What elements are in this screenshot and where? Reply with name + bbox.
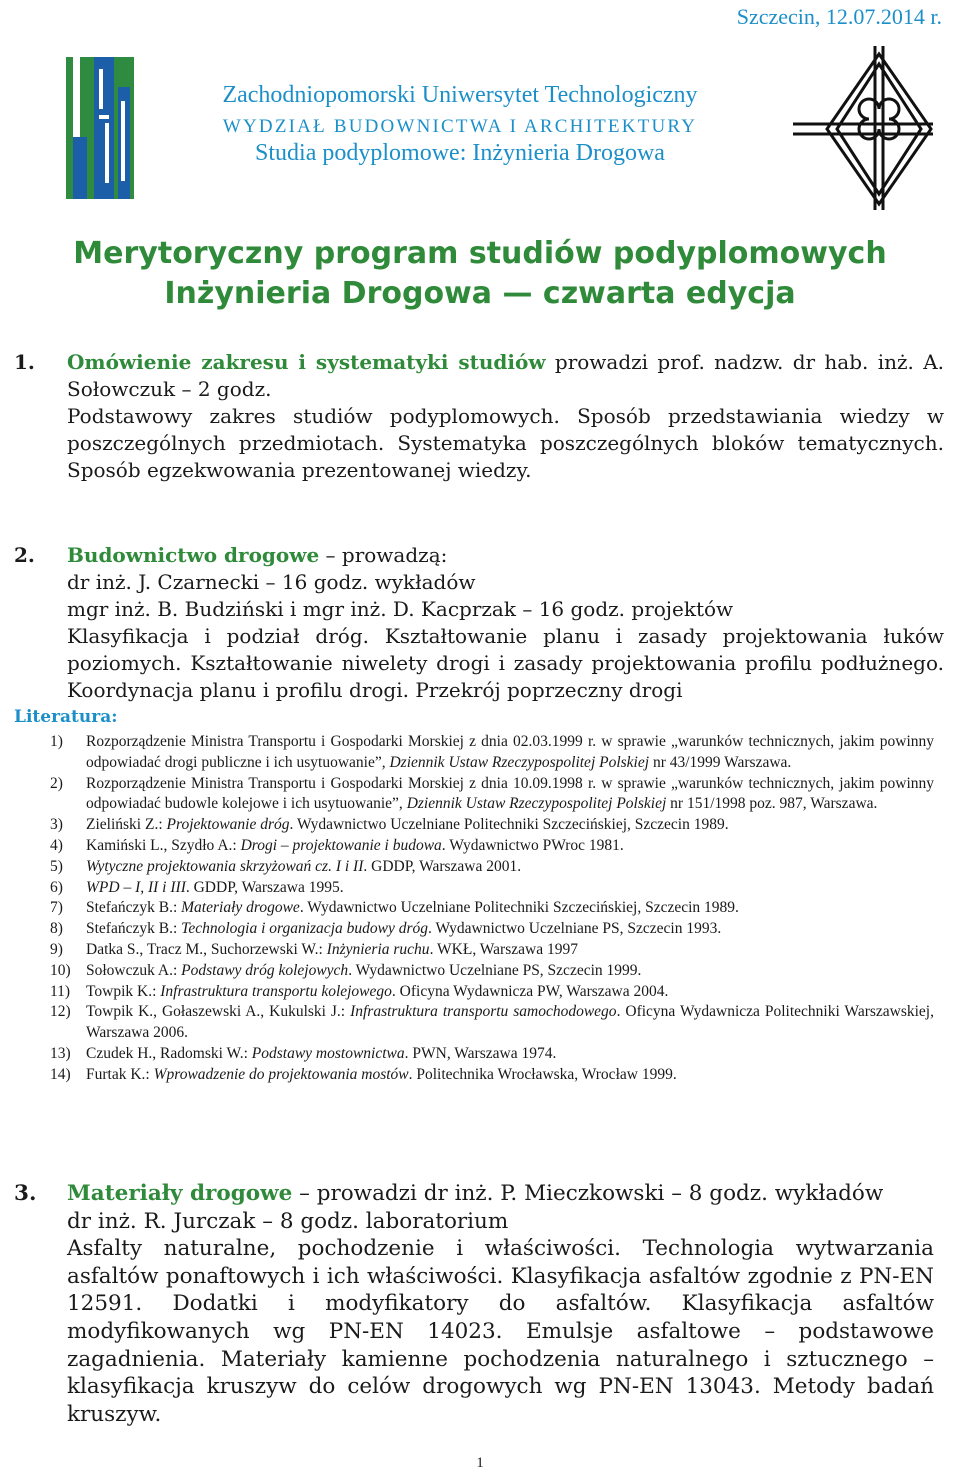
section-number: 1. (14, 350, 35, 374)
reference-title: WPD – I, II i III (86, 878, 186, 896)
reference-title: Podstawy dróg kolejowych (181, 961, 349, 979)
reference-title: Dziennik Ustaw Rzeczypospolitej Polskiej (406, 795, 667, 813)
reference-number: 11) (50, 982, 71, 1000)
reference-title: Infrastruktura transportu kolejowego (160, 982, 392, 1000)
reference-number: 2) (50, 774, 63, 792)
section-text: Asfalty naturalne, pochodzenie i właściwości. Technologia wytwarzania asfaltów ponaftowych i ich właściwości. Klasyfikacja asfaltów zgodnie z PN-EN 12591. Dodatki i modyfikatory do asfaltów. Klasyfikacja asfaltów modyfikowanych wg PN-EN 14023. Emulsje asfaltowe – podstawowe zagadnienia. Materiały kamienne pochodzenia naturalnego i sztucznego – klasyfikacja kruszyw do celów drogowych wg PN-EN 13043. Metody badań kruszyw. (67, 1236, 934, 1427)
document-title: Merytoryczny program studiów podyplomowych (73, 236, 887, 271)
section-text: Podstawowy zakres studiów podyplomowych. Sposób przedstawiania wiedzy w poszczególnych przedmiotach. Systematyka poszczególnych bloków tematycznych. Sposób egzekwowania prezentowanej wiedzy. (67, 404, 944, 482)
reference-item (50, 919, 934, 940)
reference-text: Towpik K.: (86, 982, 161, 1000)
reference-title: Wprowadzenie do projektowania mostów (153, 1065, 409, 1083)
reference-title: Infrastruktura transportu samochodowego (350, 1003, 617, 1021)
section-2 (14, 542, 944, 704)
reference-title: Podstawy mostownictwa (251, 1044, 405, 1062)
reference-text: Czudek H., Radomski W.: (86, 1044, 252, 1062)
reference-text: . WKŁ, Warszawa 1997 (429, 940, 578, 958)
reference-item (50, 961, 934, 982)
reference-list (50, 732, 934, 1086)
reference-text: . GDDP, Warszawa 1995. (185, 878, 344, 896)
section-heading: Budownictwo drogowe (67, 543, 320, 567)
reference-text: Stefańczyk B.: (86, 920, 182, 938)
reference-item (50, 878, 934, 899)
road-interchange-logo (793, 44, 933, 212)
reference-title: Dziennik Ustaw Rzeczypospolitej Polskiej (389, 753, 650, 771)
reference-title: Wytyczne projektowania skrzyżowań cz. I i II (86, 857, 364, 875)
reference-number: 7) (50, 899, 63, 917)
reference-text: Zieliński Z.: (86, 816, 167, 834)
reference-number: 3) (50, 816, 63, 834)
section-lead: – prowadzi dr inż. P. Mieczkowski – 8 godz. wykładów (292, 1181, 884, 1206)
lecturer-line: mgr inż. B. Budziński i mgr inż. D. Kacprzak – 16 godz. projektów (67, 597, 734, 621)
reference-title: Drogi – projektowanie i budowa (240, 836, 442, 854)
reference-text: Stefańczyk B.: (86, 899, 182, 917)
reference-number: 10) (50, 961, 71, 979)
reference-item (50, 898, 934, 919)
reference-text: . Wydawnictwo Uczelniane PS, Szczecin 1999. (348, 961, 642, 979)
section-lead: – prowadzą: (319, 543, 448, 567)
reference-text: Datka S., Tracz M., Suchorzewski W.: (86, 940, 327, 958)
reference-item (50, 836, 934, 857)
section-heading: Materiały drogowe (67, 1181, 293, 1206)
page-number: 1 (476, 1455, 484, 1471)
reference-number: 14) (50, 1065, 71, 1083)
reference-number: 1) (50, 733, 63, 750)
lecturer-line: dr inż. J. Czarnecki – 16 godz. wykładów (67, 570, 476, 594)
reference-title: Materiały drogowe (181, 899, 300, 917)
section-lead: prowadzi prof. nadzw. dr hab. inż. A. Sołowczuk – 2 godz. (67, 350, 944, 401)
university-name: Zachodniopomorski Uniwersytet Technologiczny (222, 82, 698, 108)
reference-text: nr 151/1998 poz. 987, Warszawa. (666, 795, 878, 813)
reference-item (50, 774, 934, 816)
reference-item (50, 940, 934, 961)
reference-number: 6) (50, 878, 63, 896)
reference-number: 8) (50, 920, 63, 938)
reference-text: Rozporządzenie Ministra Transportu i Gospodarki Morskiej z dnia 02.03.1999 r. w sprawie „warunków technicznych, jakim powinny odpowiadać drogi publiczne i ich usytuowanie”, (86, 733, 934, 771)
document-date: Szczecin, 12.07.2014 r. (736, 4, 942, 29)
reference-item (50, 815, 934, 836)
reference-text: . Oficyna Wydawnicza Politechniki Warszawskiej, Warszawa 2006. (86, 1003, 934, 1042)
lecturer-line: dr inż. R. Jurczak – 8 godz. laboratorium (67, 1208, 509, 1234)
reference-text: . Wydawnictwo Uczelniane Politechniki Szczecińskiej, Szczecin 1989. (299, 899, 739, 917)
section-1 (14, 349, 944, 484)
section-heading: Omówienie zakresu i systematyki studiów (67, 350, 546, 374)
reference-title: Inżynieria ruchu (326, 940, 430, 958)
reference-text: Sołowczuk A.: (86, 961, 182, 979)
literature-label: Literatura: (14, 707, 118, 727)
faculty-name: WYDZIAŁ BUDOWNICTWA I ARCHITEKTURY (222, 116, 698, 137)
reference-text: . PWN, Warszawa 1974. (404, 1044, 557, 1062)
reference-text: Furtak K.: (86, 1065, 154, 1083)
reference-number: 9) (50, 940, 63, 958)
reference-title: Projektowanie dróg (166, 816, 290, 834)
reference-text: nr 43/1999 Warszawa. (649, 753, 792, 771)
reference-item (50, 1002, 934, 1044)
reference-text: Towpik K., Gołaszewski A., Kukulski J.: (86, 1003, 351, 1021)
reference-text: Kamiński L., Szydło A.: (86, 836, 241, 854)
reference-number: 5) (50, 857, 63, 875)
reference-text: . Politechnika Wrocławska, Wrocław 1999. (408, 1065, 677, 1083)
wba-logo (66, 57, 134, 199)
program-name: Studia podyplomowe: Inżynieria Drogowa (255, 140, 665, 166)
reference-text: . Wydawnictwo Uczelniane Politechniki Szczecińskiej, Szczecin 1989. (289, 816, 729, 834)
reference-item (50, 1065, 934, 1086)
reference-text: . Oficyna Wydawnicza PW, Warszawa 2004. (391, 982, 669, 1000)
section-3 (14, 1180, 934, 1428)
document-subtitle: Inżynieria Drogowa — czwarta edycja (164, 276, 796, 311)
reference-item (50, 857, 934, 878)
reference-number: 12) (50, 1003, 71, 1021)
reference-title: Technologia i organizacja budowy dróg (181, 920, 428, 938)
section-number: 2. (14, 543, 35, 567)
reference-number: 13) (50, 1044, 71, 1062)
section-text: Klasyfikacja i podział dróg. Kształtowanie planu i zasady projektowania łuków poziomych. Kształtowanie niwelety drogi i zasady projektowania profilu podłużnego. Koordynacja planu i profilu drogi. Przekrój poprzeczny drogi (67, 624, 944, 702)
section-number: 3. (14, 1181, 37, 1206)
reference-item (50, 982, 934, 1003)
reference-item (50, 732, 934, 774)
reference-text: Rozporządzenie Ministra Transportu i Gospodarki Morskiej z dnia 10.09.1998 r. w sprawie „warunków technicznych, jakim powinny odpowiadać budowle kolejowe i ich usytuowanie”, (86, 774, 934, 813)
reference-number: 4) (50, 836, 63, 854)
reference-text: . Wydawnictwo PWroc 1981. (441, 836, 624, 854)
reference-item (50, 1044, 934, 1065)
reference-text: . GDDP, Warszawa 2001. (363, 857, 522, 875)
reference-text: . Wydawnictwo Uczelniane PS, Szczecin 1993. (428, 920, 722, 938)
